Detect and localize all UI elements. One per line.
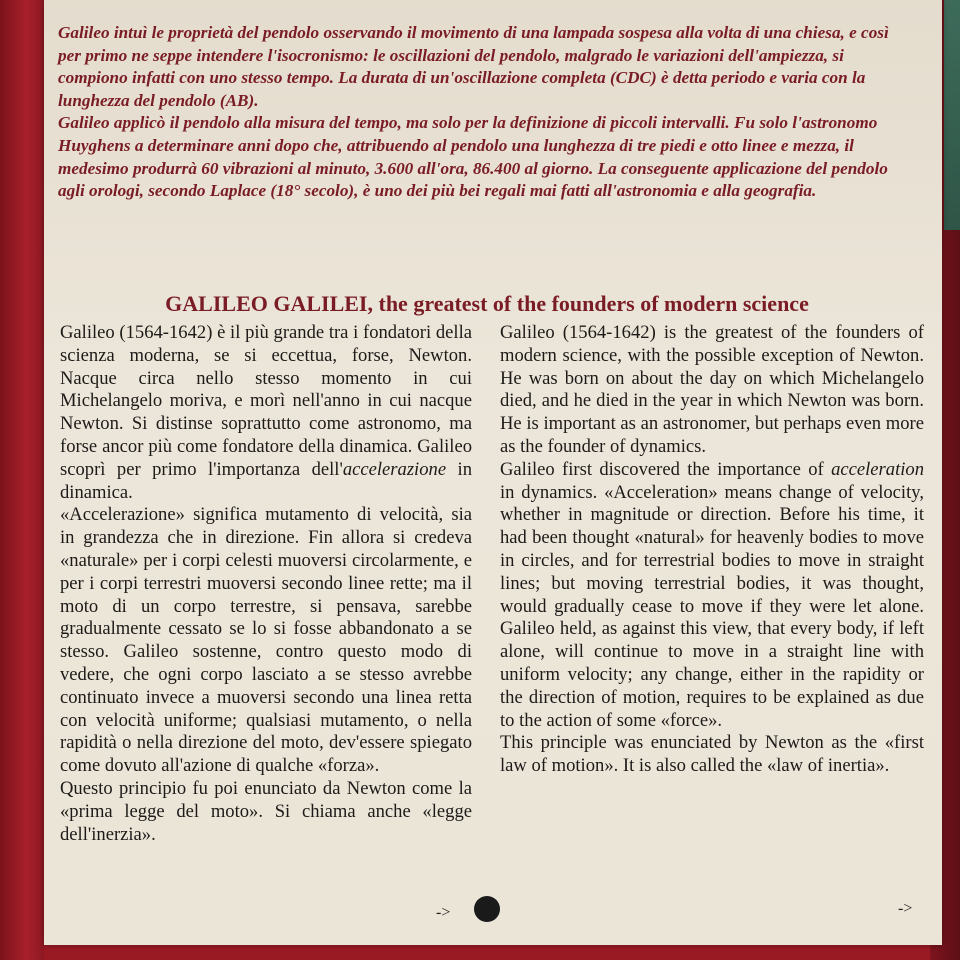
intro-block [58,22,908,203]
english-paragraph-2-start: Galileo first discovered the importance of [500,458,832,480]
page-title: GALILEO GALILEI, the greatest of the founders of modern science [165,291,809,316]
english-column [500,322,924,778]
italian-paragraph-1 [60,322,472,504]
italian-column [60,322,472,846]
italian-emphasis: accelerazione [342,458,447,480]
italian-paragraph-3: Questo principio fu poi enunciato da Newton come la «prima legge del moto». Si chiama anche «legge dell'inerzia». [60,777,472,845]
english-paragraph-3: This principle was enunciated by Newton as the «first law of motion». It is also called the «law of inertia». [500,732,924,777]
english-paragraph-2 [500,459,924,733]
italian-paragraph-1-text: Galileo (1564-1642) è il più grande tra i fondatori della scienza moderna, se si eccettua, forse, Newton. Nacque circa nello stesso momento in cui Michelangelo moriva, e morì nell'anno in cui nacque Newton. Si distinse soprattutto come astronomo, ma forse ancor più come fondatore della dinamica. Galileo scoprì per primo l'importanza dell' [60,322,472,480]
english-paragraph-1: Galileo (1564-1642) is the greatest of the founders of modern science, with the possible exception of Newton. He was born on about the day on which Michelangelo died, and he died in the year in which Newton was born. He is important as an astronomer, but perhaps even more as the founder of dynamics. [500,322,924,457]
intro-paragraph-1: Galileo intuì le proprietà del pendolo osservando il movimento di una lampada sospesa alla volta di una chiesa, e così per primo ne seppe intendere l'isocronismo: le oscillazioni del pendolo, malgrado le variazioni dell'ampiezza, si compiono infatti con uno stesso tempo. La durata di un'oscillazione completa (CDC) è detta periodo e varia con la lunghezza del pendolo (AB). [58,23,889,110]
punch-hole [474,896,500,922]
english-emphasis: acceleration [831,458,924,480]
italian-paragraph-2: «Accelerazione» significa mutamento di velocità, sia in grandezza che in direzione. Fin allora si credeva «naturale» per i corpi celesti muoversi circolarmente, e per i corpi terrestri muoversi secondo linee rette; ma il moto di un corpo terrestre, si pensava, sarebbe gradualmente cessato se lo si fosse abbandonato a se stesso. Galileo sostenne, contro questo modo di vedere, che ogni corpo lasciato a se stesso avrebbe continuato invece a muoversi secondo una linea retta con velocità uniforme; qualsiasi mutamento, o nella rapidità o nella direzione del moto, dev'essere spiegato come dovuto all'azione di qualche «forza». [60,504,472,777]
red-background-left [0,0,44,960]
italian-continue-arrow: -> [436,904,451,921]
intro-paragraph-2: Galileo applicò il pendolo alla misura del tempo, ma solo per la definizione di piccoli intervalli. Fu solo l'astronomo Huyghens a determinare anni dopo che, attribuendo al pendolo una lunghezza di tre piedi e otto linee e mezza, il medesimo produrrà 60 vibrazioni al minuto, 3.600 all'ora, 86.400 al giorno. La conseguente applicazione del pendolo agli orologi, secondo Laplace (18° secolo), è uno dei più bei regali mai fatti all'astronomia e alla geografia. [58,113,888,201]
english-paragraph-2-text: in dynamics. «Acceleration» means change of velocity, whether in magnitude or direction. Before his time, it had been thought «natural» for heavenly bodies to move in circles, and for terrestrial bodies to move in straight lines; but moving terrestrial bodies, it was thought, would gradually cease to move if they were let alone. Galileo held, as against this view, that every body, if left alone, will continue to move in a straight line with uniform velocity; any change, either in the rapidity or the direction of motion, requires to be explained as due to the action of some «force». [500,481,924,731]
italian-paragraph-1-end: in dinamica. [60,458,472,503]
english-continue-arrow: -> [898,900,913,917]
green-background-corner [944,0,960,230]
